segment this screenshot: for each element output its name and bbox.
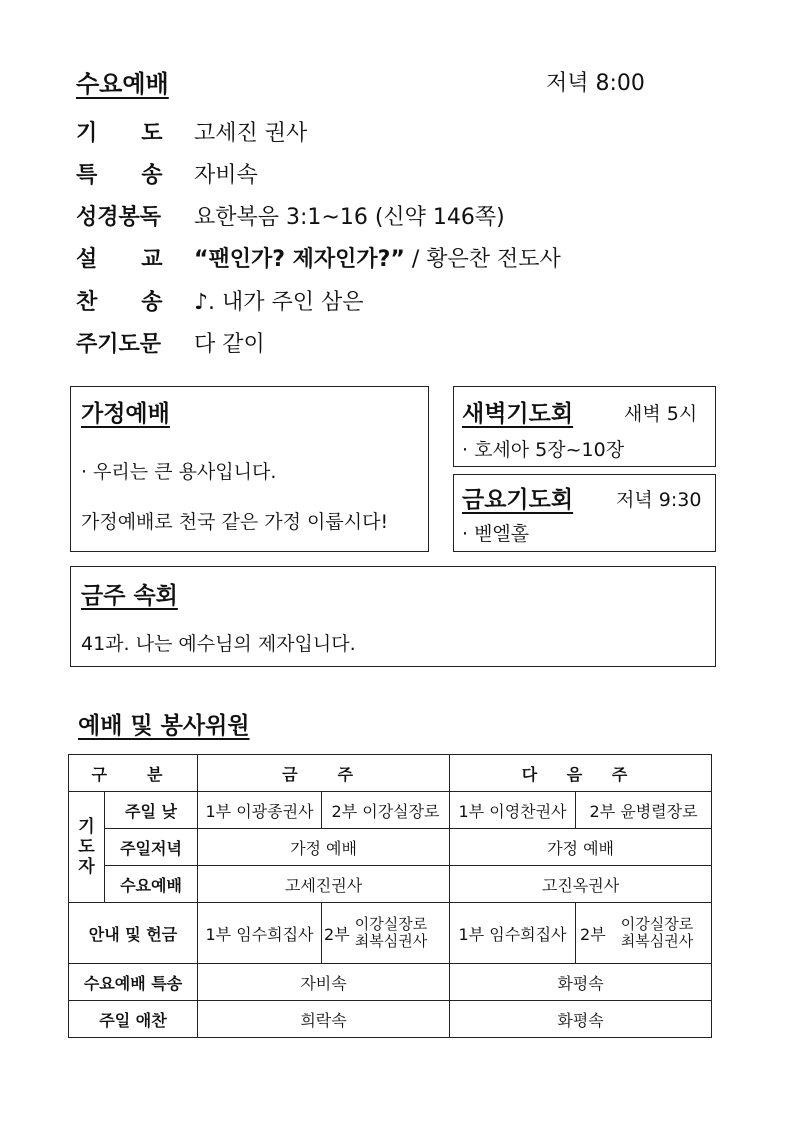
usher-this-2-names xyxy=(355,916,427,950)
wed-special-label: 수요예배 특송 xyxy=(69,964,198,1001)
dawn-prayer-text: · 호세아 5장~10장 xyxy=(462,439,625,461)
prayer-leader-char: 도 xyxy=(78,837,95,857)
special-song-value: 자비속 xyxy=(194,163,258,188)
usher-this-2-a: 이강실장로 xyxy=(354,915,428,933)
friday-prayer-time: 저녁 9:30 xyxy=(616,489,702,511)
sunday-evening-next: 가정 예배 xyxy=(450,829,712,866)
dawn-prayer-time: 새벽 5시 xyxy=(624,403,698,425)
lords-prayer-value: 다 같이 xyxy=(194,332,265,357)
friday-prayer-title: 금요기도회 xyxy=(462,487,574,513)
scripture-value: 요한복음 3:1~16 (신약 146쪽) xyxy=(194,205,505,230)
sunday-day-label: 주일 낮 xyxy=(105,792,198,829)
sunday-choir-this: 희락속 xyxy=(198,1001,450,1038)
wednesday-time: 저녁 8:00 xyxy=(546,71,645,96)
special-song-label: 특 송 xyxy=(76,163,163,188)
cell-group-title: 금주 속회 xyxy=(81,583,178,609)
friday-prayer-text: · 벧엘홀 xyxy=(462,523,530,545)
table-header-row xyxy=(69,755,712,792)
table-row xyxy=(69,866,712,903)
wednesday-title: 수요예배 xyxy=(76,70,169,98)
sunday-evening-label: 주일저녁 xyxy=(105,829,198,866)
scripture-label: 성경봉독 xyxy=(76,205,162,230)
usher-this-2-prefix: 2부 xyxy=(324,924,350,944)
header-next-week: 다 음 주 xyxy=(450,755,712,792)
table-row xyxy=(69,829,712,866)
sunday-choir-next: 화평속 xyxy=(450,1001,712,1038)
wed-special-this: 자비속 xyxy=(198,964,450,1001)
committee-title: 예배 및 봉사위원 xyxy=(78,713,250,739)
table-row xyxy=(69,903,712,964)
usher-next-2-b: 최복심권사 xyxy=(620,932,694,950)
family-worship-box xyxy=(70,386,429,552)
usher-next-2-a: 이강실장로 xyxy=(620,915,694,933)
usher-label: 안내 및 헌금 xyxy=(69,903,198,964)
family-worship-line2: 가정예배로 천국 같은 가정 이룹시다! xyxy=(81,511,389,533)
family-worship-line1: · 우리는 큰 용사입니다. xyxy=(81,461,277,483)
usher-next-2-names xyxy=(621,916,693,950)
table-row xyxy=(69,1001,712,1038)
prayer-leader-char: 기 xyxy=(78,817,95,837)
sermon-value xyxy=(194,242,561,273)
prayer-leader-char: 자 xyxy=(78,857,95,877)
usher-this-2-b: 최복심권사 xyxy=(354,932,428,950)
sermon-label: 설 교 xyxy=(76,247,163,272)
wed-service-next: 고진옥권사 xyxy=(450,866,712,903)
header-this-week: 금 주 xyxy=(198,755,450,792)
sunday-day-next-2: 2부 윤병렬장로 xyxy=(576,792,712,829)
hymn-label: 찬 송 xyxy=(76,290,163,315)
friday-prayer-box xyxy=(453,474,716,552)
usher-next-1: 1부 임수희집사 xyxy=(450,903,576,964)
wed-special-next: 화평속 xyxy=(450,964,712,1001)
usher-this-1: 1부 임수희집사 xyxy=(198,903,322,964)
wed-service-this: 고세진권사 xyxy=(198,866,450,903)
lords-prayer-label: 주기도문 xyxy=(76,332,162,357)
usher-next-2-prefix: 2부 xyxy=(580,924,606,944)
usher-next-2 xyxy=(576,903,712,964)
hymn-value: ♪. 내가 주인 삼은 xyxy=(194,290,364,315)
sermon-title: “팬인가? 제자인가?” xyxy=(194,247,405,272)
table-row xyxy=(69,792,712,829)
prayer-leader-label xyxy=(69,792,105,903)
prayer-value: 고세진 권사 xyxy=(194,121,308,146)
sunday-day-next-1: 1부 이영찬권사 xyxy=(450,792,576,829)
sunday-choir-label: 주일 애찬 xyxy=(69,1001,198,1038)
cell-group-box xyxy=(70,566,716,667)
prayer-label: 기 도 xyxy=(76,121,163,146)
dawn-prayer-title: 새벽기도회 xyxy=(462,401,574,427)
sunday-day-this-1: 1부 이광종권사 xyxy=(198,792,322,829)
sunday-day-this-2: 2부 이강실장로 xyxy=(322,792,450,829)
dawn-prayer-box xyxy=(453,386,716,467)
header-division: 구 분 xyxy=(69,755,198,792)
sunday-evening-this: 가정 예배 xyxy=(198,829,450,866)
sermon-preacher: / 황은찬 전도사 xyxy=(404,247,561,272)
family-worship-title: 가정예배 xyxy=(81,401,170,427)
wed-service-label: 수요예배 xyxy=(105,866,198,903)
committee-table xyxy=(68,754,712,1038)
usher-this-2 xyxy=(322,903,450,964)
cell-group-text: 41과. 나는 예수님의 제자입니다. xyxy=(81,633,356,655)
table-row xyxy=(69,964,712,1001)
